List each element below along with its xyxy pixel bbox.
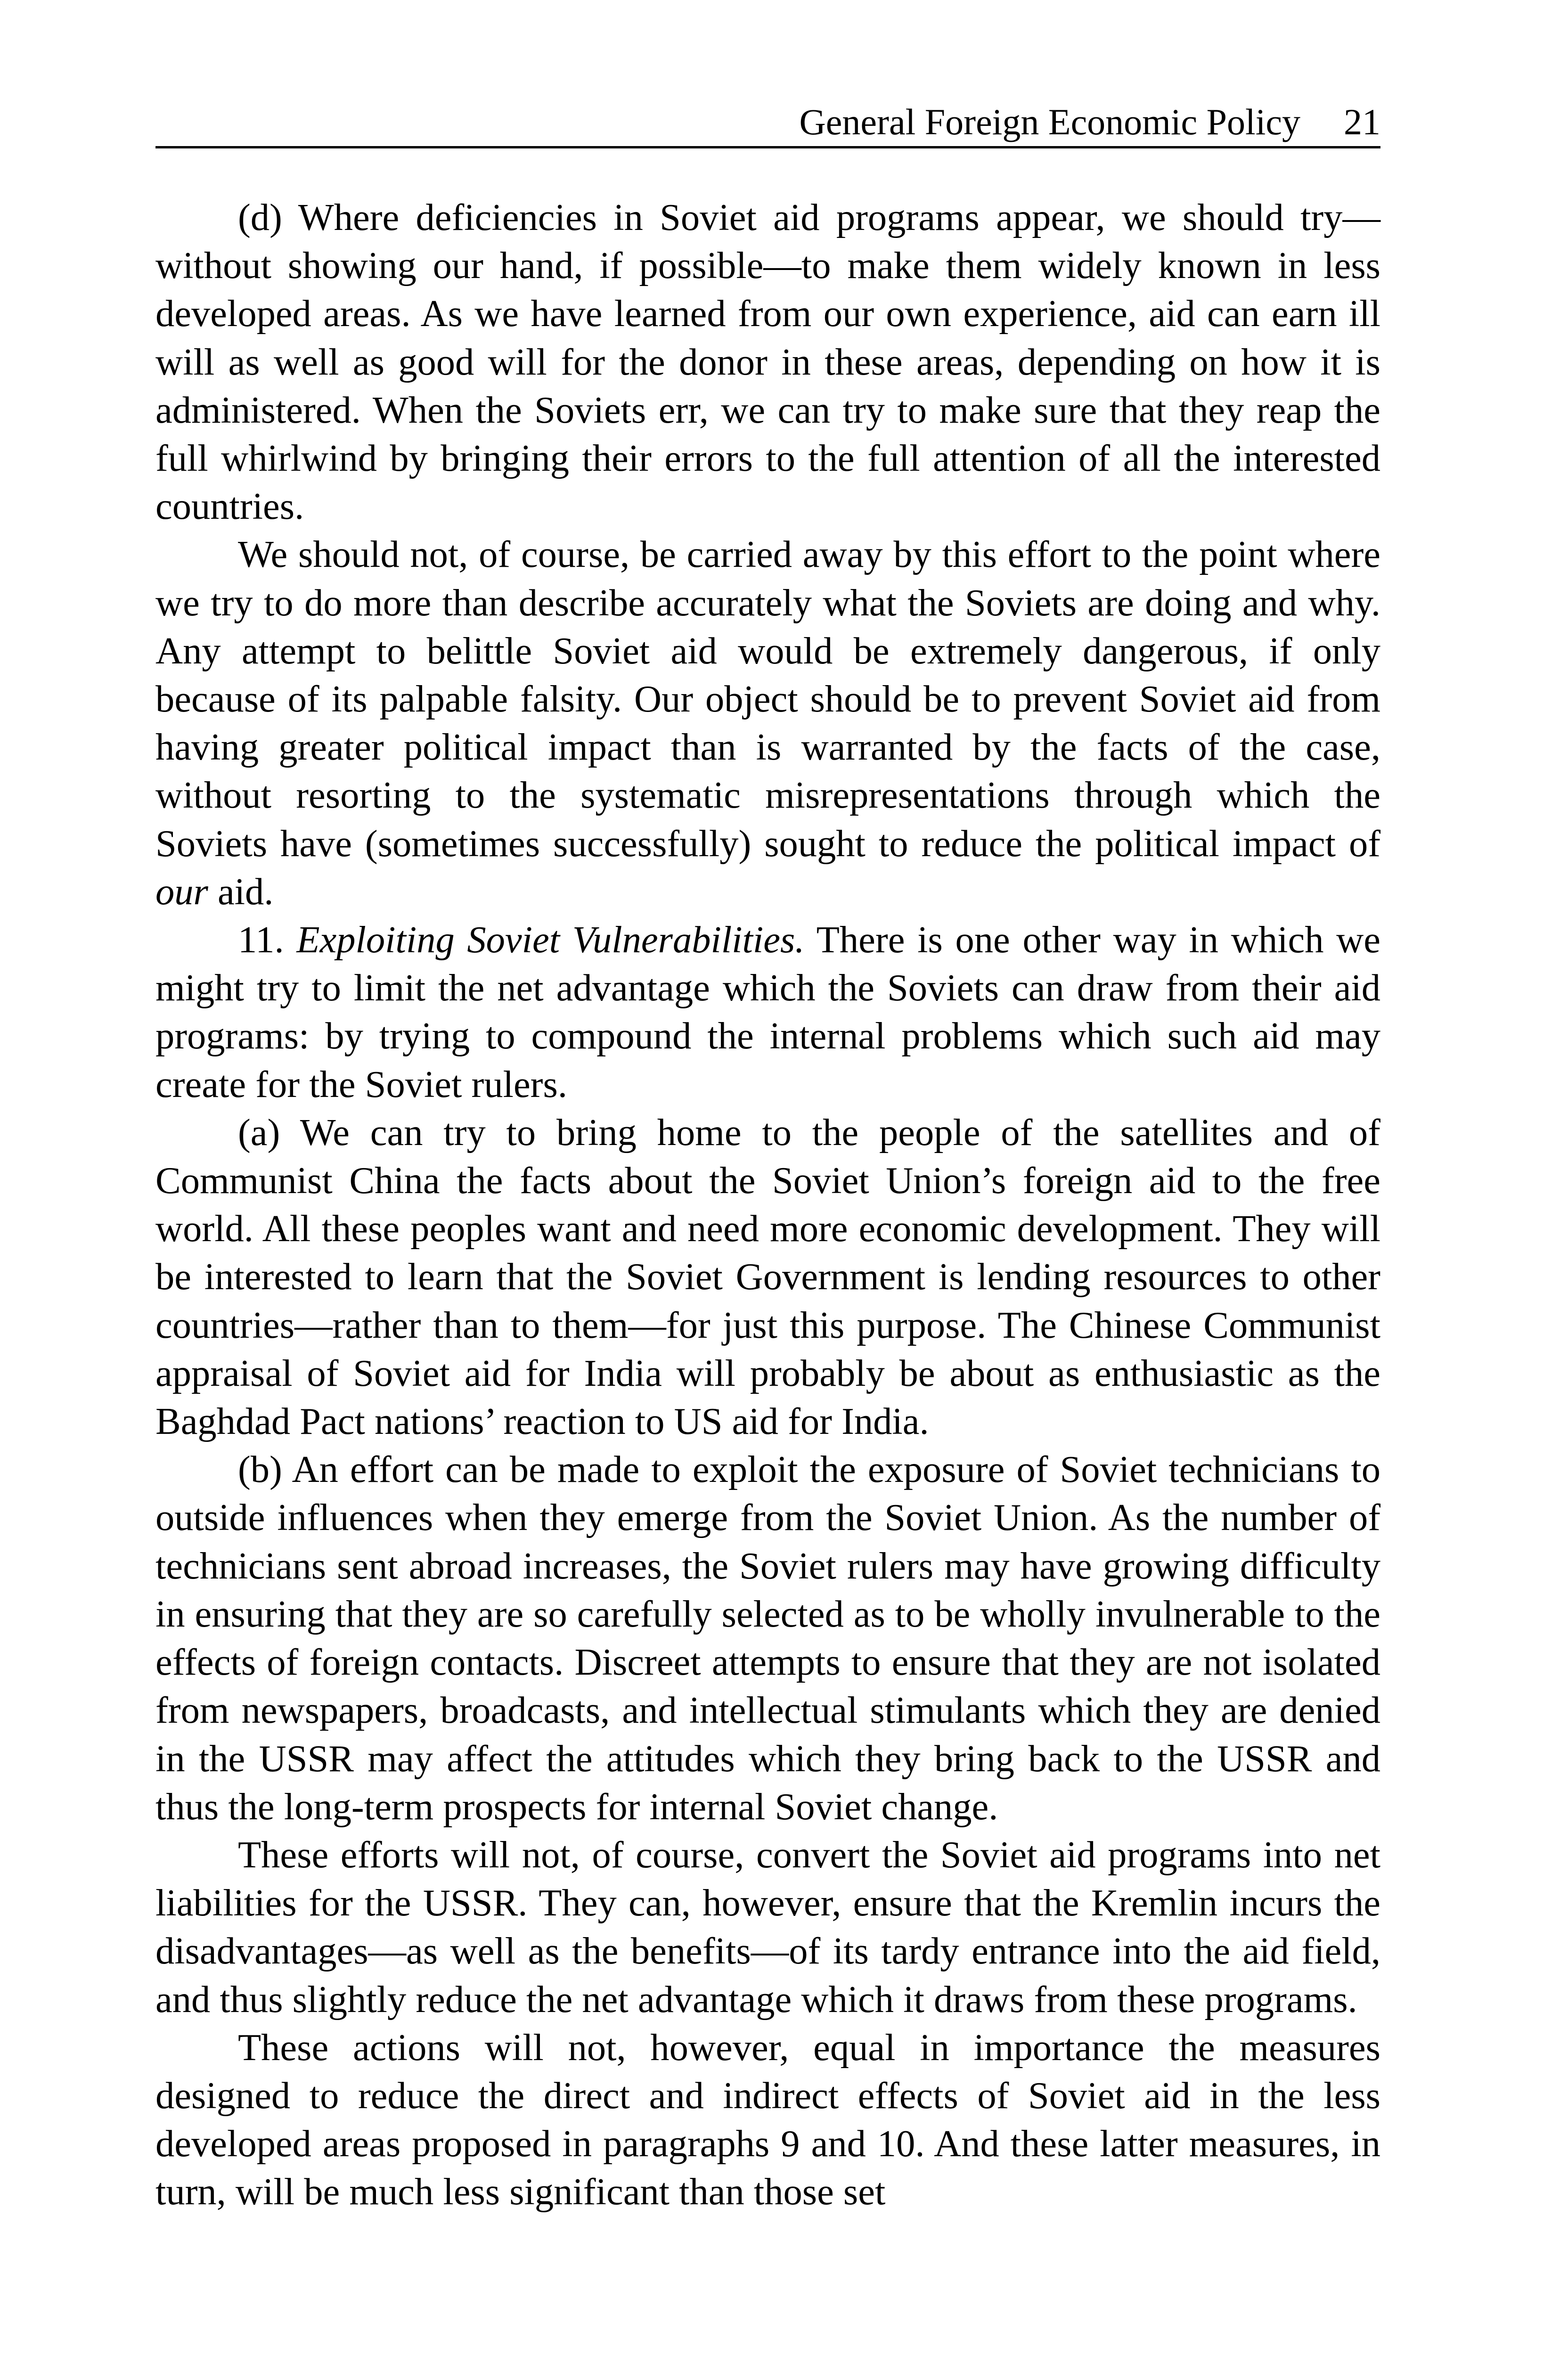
running-title: General Foreign Economic Policy [799,101,1300,142]
paragraph-text: There is one other way in which we might try to limit the net advantage which the Soviets can draw from their aid programs: by trying to compound the internal problems which such aid may create for the Soviet rulers. [155,919,1381,1105]
section-number: 11. [238,919,284,961]
paragraph-a-satellites [155,1109,1380,1446]
section-heading: Exploiting Soviet Vulnerabilities. [296,919,805,961]
paragraph-text: (d) Where deficiencies in Soviet aid programs appear, we should try—without showing our hand, if possible—to make them widely known in less developed areas. As we have learned from our own experience, aid can earn ill will as well as good will for the donor in these areas, depending on how it is administered. When the Soviets err, we can try to make sure that they reap the full whirlwind by bringing their errors to the full attention of all the interested countries. [155,196,1380,528]
page-number: 21 [1344,101,1380,142]
running-header [155,94,1380,148]
emphasis-our: our [155,870,208,913]
paragraph-text: We should not, of course, be carried away by this effort to the point where we try to do more than describe accurately what the Soviets are doing and why. Any attempt to belittle Soviet aid would be extremely dangerous, if only because of its palpable falsity. Our object should be to prevent Soviet aid from having greater political impact than is warranted by the facts of the case, without resorting to the systematic misrepresentations through which the Soviets have (sometimes successfully) sought to reduce the political impact of [155,533,1380,865]
paragraph-efforts [155,1831,1380,2024]
paragraph-text: These efforts will not, of course, convert the Soviet aid programs into net liabilities for the USSR. They can, however, ensure that the Kremlin incurs the disadvantages—as well as the benefits—of its tardy entrance into the aid field, and thus slightly reduce the net advantage which it draws from these programs. [155,1833,1380,2021]
body-text [155,194,1380,2217]
document-page [155,94,1380,2217]
section-11-paragraph [155,916,1380,1109]
paragraph-text: These actions will not, however, equal in importance the measures designed to reduce the direct and indirect effects of Soviet aid in the less developed areas proposed in paragraphs 9 and 10. And these latter measures, in turn, will be much less significant than those set [155,2026,1380,2213]
paragraph-actions [155,2024,1380,2217]
paragraph-text: (a) We can try to bring home to the people of the satellites and of Communist China the facts about the Soviet Union’s foreign aid to the free world. All these peoples want and need more economic development. They will be interested to learn that the Soviet Government is lending resources to other countries—rather than to them—for just this purpose. The Chinese Communist appraisal of Soviet aid for India will probably be about as enthusiastic as the Baghdad Pact nations’ reaction to US aid for India. [155,1111,1380,1443]
paragraph-text: (b) An effort can be made to exploit the exposure of Soviet technicians to outside influences when they emerge from the Soviet Union. As the number of technicians sent abroad increases, the Soviet rulers may have growing difficulty in ensuring that they are so carefully selected as to be wholly invulnerable to the effects of foreign contacts. Discreet attempts to ensure that they are not isolated from newspapers, broadcasts, and intellectual stimulants which they are denied in the USSR may affect the attitudes which they bring back to the USSR and thus the long-term prospects for internal Soviet change. [155,1448,1380,1828]
paragraph-text-end: aid. [208,870,274,913]
paragraph-misrepresentation [155,531,1380,916]
paragraph-b-technicians [155,1446,1380,1831]
paragraph-d-deficiencies [155,194,1380,531]
